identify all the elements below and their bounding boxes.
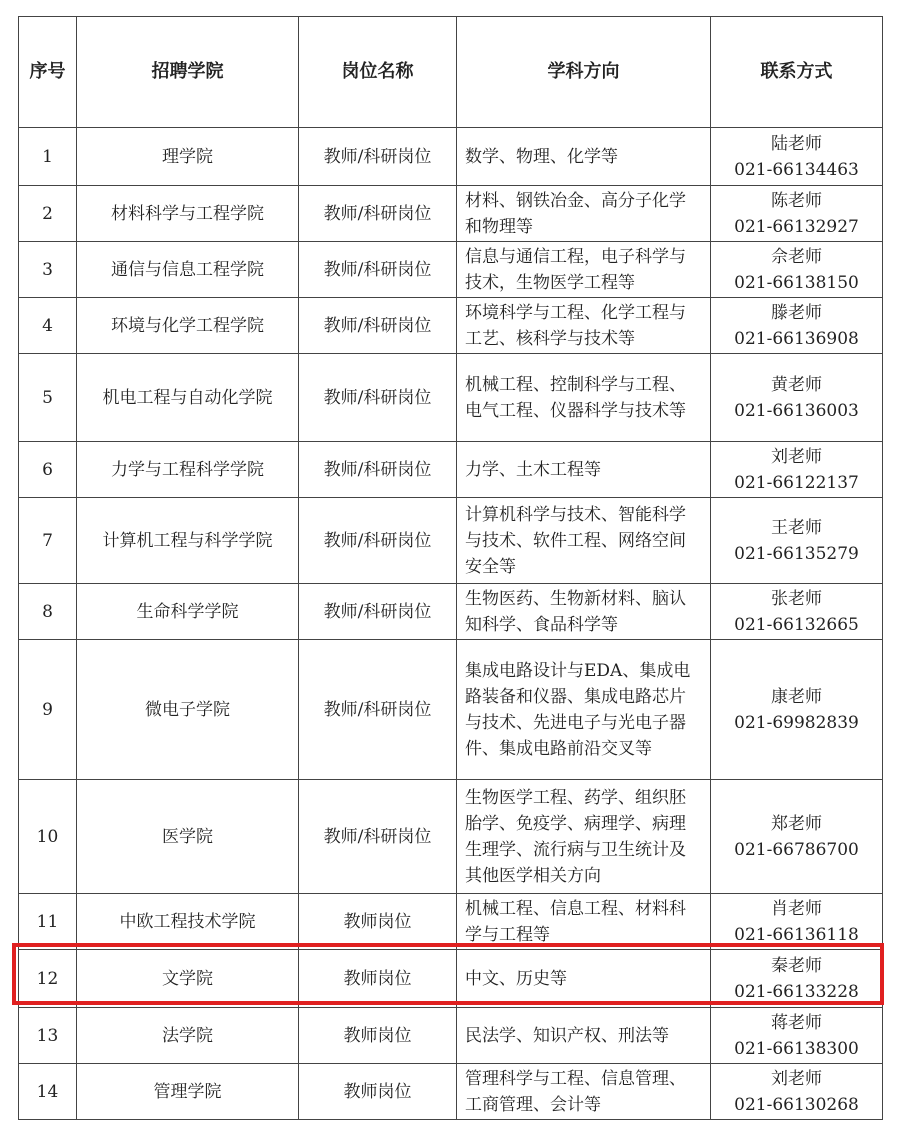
contact-phone: 021-66122137 — [734, 472, 859, 493]
cell-contact — [711, 640, 883, 780]
table-row — [19, 584, 883, 640]
cell-direction: 管理科学与工程、信息管理、工商管理、会计等 — [457, 1064, 711, 1120]
cell-direction: 民法学、知识产权、刑法等 — [457, 1008, 711, 1064]
cell-position: 教师岗位 — [299, 1008, 457, 1064]
cell-college: 环境与化学工程学院 — [77, 298, 299, 354]
cell-college: 材料科学与工程学院 — [77, 186, 299, 242]
cell-contact — [711, 498, 883, 584]
cell-contact — [711, 950, 883, 1008]
table-header-row — [19, 17, 883, 128]
cell-contact — [711, 780, 883, 894]
cell-index: 6 — [19, 442, 77, 498]
cell-position: 教师岗位 — [299, 1064, 457, 1120]
contact-name: 刘老师 — [771, 446, 822, 467]
contact-phone: 021-66138300 — [734, 1038, 859, 1059]
cell-direction: 数学、物理、化学等 — [457, 128, 711, 186]
cell-direction: 中文、历史等 — [457, 950, 711, 1008]
table-row — [19, 640, 883, 780]
contact-name: 蒋老师 — [771, 1012, 822, 1033]
table-row — [19, 950, 883, 1008]
contact-phone: 021-66134463 — [734, 159, 859, 180]
cell-contact — [711, 584, 883, 640]
header-college: 招聘学院 — [77, 17, 299, 128]
cell-college: 生命科学学院 — [77, 584, 299, 640]
contact-phone: 021-66130268 — [734, 1094, 859, 1115]
cell-contact — [711, 1064, 883, 1120]
cell-college: 机电工程与自动化学院 — [77, 354, 299, 442]
cell-college: 医学院 — [77, 780, 299, 894]
contact-name: 郑老师 — [771, 813, 822, 834]
header-index: 序号 — [19, 17, 77, 128]
cell-index: 5 — [19, 354, 77, 442]
contact-name: 陈老师 — [771, 190, 822, 211]
cell-index: 12 — [19, 950, 77, 1008]
cell-position: 教师岗位 — [299, 894, 457, 950]
cell-position: 教师/科研岗位 — [299, 242, 457, 298]
cell-index: 11 — [19, 894, 77, 950]
cell-contact — [711, 186, 883, 242]
contact-name: 秦老师 — [771, 955, 822, 976]
table-row — [19, 780, 883, 894]
cell-position: 教师/科研岗位 — [299, 640, 457, 780]
contact-phone: 021-66132665 — [734, 614, 859, 635]
cell-college: 管理学院 — [77, 1064, 299, 1120]
cell-college: 文学院 — [77, 950, 299, 1008]
cell-college: 通信与信息工程学院 — [77, 242, 299, 298]
cell-contact — [711, 354, 883, 442]
contact-name: 佘老师 — [771, 246, 822, 267]
table-row — [19, 128, 883, 186]
contact-name: 滕老师 — [771, 302, 822, 323]
cell-college: 计算机工程与科学学院 — [77, 498, 299, 584]
table-row — [19, 242, 883, 298]
cell-college: 理学院 — [77, 128, 299, 186]
contact-name: 陆老师 — [771, 133, 822, 154]
cell-college: 中欧工程技术学院 — [77, 894, 299, 950]
cell-index: 13 — [19, 1008, 77, 1064]
contact-phone: 021-66136118 — [734, 924, 859, 945]
cell-position: 教师岗位 — [299, 950, 457, 1008]
recruitment-table — [18, 16, 883, 1120]
cell-direction: 生物医学工程、药学、组织胚胎学、免疫学、病理学、病理生理学、流行病与卫生统计及其他医学相关方向 — [457, 780, 711, 894]
cell-contact — [711, 128, 883, 186]
cell-position: 教师/科研岗位 — [299, 442, 457, 498]
cell-position: 教师/科研岗位 — [299, 128, 457, 186]
cell-contact — [711, 442, 883, 498]
cell-position: 教师/科研岗位 — [299, 584, 457, 640]
cell-direction: 信息与通信工程，电子科学与技术，生物医学工程等 — [457, 242, 711, 298]
cell-index: 3 — [19, 242, 77, 298]
table-row — [19, 498, 883, 584]
table-row — [19, 298, 883, 354]
cell-college: 法学院 — [77, 1008, 299, 1064]
table-row — [19, 186, 883, 242]
contact-phone: 021-66136908 — [734, 328, 859, 349]
cell-contact — [711, 1008, 883, 1064]
table-row — [19, 354, 883, 442]
contact-phone: 021-66132927 — [734, 216, 859, 237]
table-row — [19, 442, 883, 498]
contact-phone: 021-66786700 — [734, 839, 859, 860]
cell-index: 9 — [19, 640, 77, 780]
cell-position: 教师/科研岗位 — [299, 298, 457, 354]
cell-position: 教师/科研岗位 — [299, 780, 457, 894]
header-position: 岗位名称 — [299, 17, 457, 128]
contact-name: 王老师 — [771, 517, 822, 538]
contact-phone: 021-66138150 — [734, 272, 859, 293]
cell-contact — [711, 242, 883, 298]
table-row — [19, 894, 883, 950]
cell-position: 教师/科研岗位 — [299, 498, 457, 584]
contact-phone: 021-66133228 — [734, 981, 859, 1002]
contact-name: 康老师 — [771, 686, 822, 707]
cell-position: 教师/科研岗位 — [299, 186, 457, 242]
cell-index: 8 — [19, 584, 77, 640]
cell-college: 力学与工程科学学院 — [77, 442, 299, 498]
table-row — [19, 1008, 883, 1064]
cell-direction: 集成电路设计与EDA、集成电路装备和仪器、集成电路芯片与技术、先进电子与光电子器件、集成电路前沿交叉等 — [457, 640, 711, 780]
contact-name: 肖老师 — [771, 898, 822, 919]
contact-name: 刘老师 — [771, 1068, 822, 1089]
contact-phone: 021-69982839 — [734, 712, 859, 733]
cell-direction: 材料、钢铁冶金、高分子化学和物理等 — [457, 186, 711, 242]
contact-name: 黄老师 — [771, 374, 822, 395]
cell-direction: 环境科学与工程、化学工程与工艺、核科学与技术等 — [457, 298, 711, 354]
cell-index: 4 — [19, 298, 77, 354]
cell-contact — [711, 894, 883, 950]
contact-phone: 021-66135279 — [734, 543, 859, 564]
cell-index: 7 — [19, 498, 77, 584]
contact-phone: 021-66136003 — [734, 400, 859, 421]
cell-index: 14 — [19, 1064, 77, 1120]
table-row — [19, 1064, 883, 1120]
cell-direction: 机械工程、控制科学与工程、电气工程、仪器科学与技术等 — [457, 354, 711, 442]
cut-off-title-area — [0, 0, 900, 16]
cell-direction: 机械工程、信息工程、材料科学与工程等 — [457, 894, 711, 950]
contact-name: 张老师 — [771, 588, 822, 609]
cell-direction: 力学、土木工程等 — [457, 442, 711, 498]
header-contact: 联系方式 — [711, 17, 883, 128]
cell-index: 1 — [19, 128, 77, 186]
cell-direction: 计算机科学与技术、智能科学与技术、软件工程、网络空间安全等 — [457, 498, 711, 584]
cell-position: 教师/科研岗位 — [299, 354, 457, 442]
cell-direction: 生物医药、生物新材料、脑认知科学、食品科学等 — [457, 584, 711, 640]
cell-college: 微电子学院 — [77, 640, 299, 780]
cell-index: 2 — [19, 186, 77, 242]
cell-contact — [711, 298, 883, 354]
table-body — [19, 128, 883, 1120]
header-direction: 学科方向 — [457, 17, 711, 128]
cell-index: 10 — [19, 780, 77, 894]
